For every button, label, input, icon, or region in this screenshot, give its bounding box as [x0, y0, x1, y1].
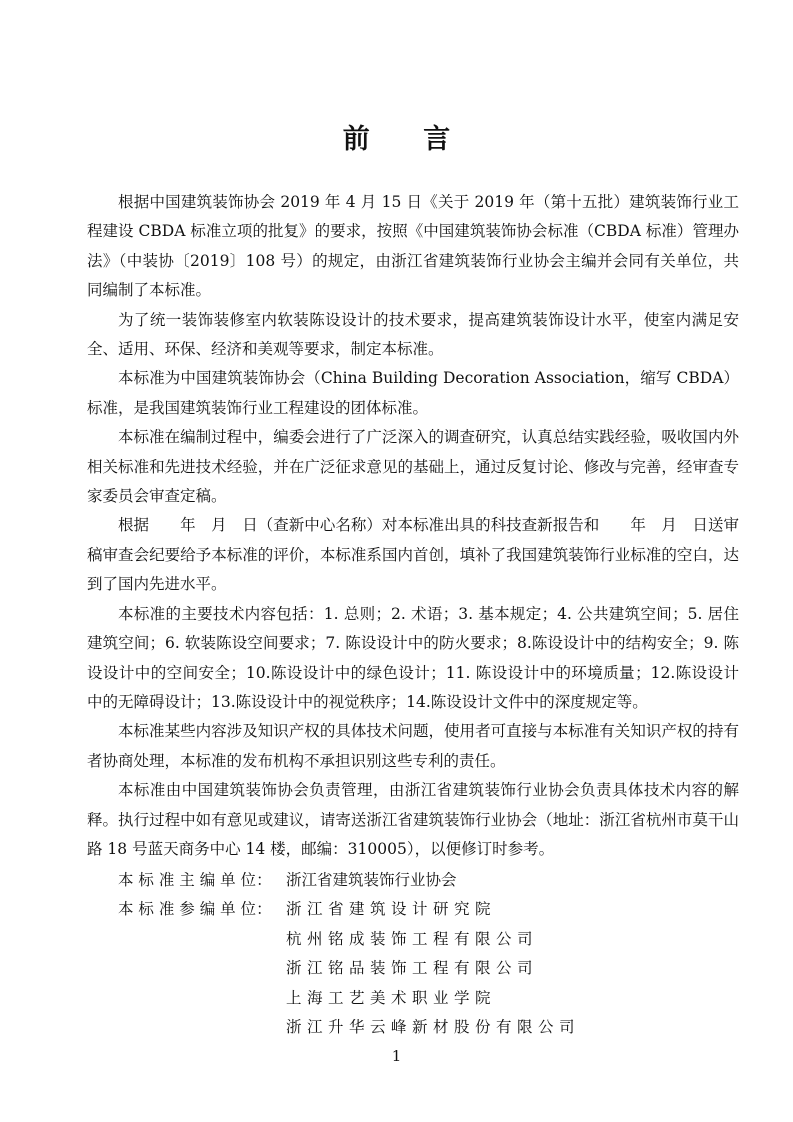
page-title: 前 言	[342, 124, 473, 155]
paragraph-patent-notice: 本标准某些内容涉及知识产权的具体技术问题，使用者可直接与本标准有关知识产权的持有者协商处理，本标准的发布机构不承担识别这些专利的责任。	[87, 722, 739, 770]
participating-unit-row	[118, 895, 738, 924]
participating-unit: 上海工艺美术职业学院	[286, 988, 497, 1007]
paragraph-evaluation: 根据 年 月 日（查新中心名称）对本标准出具的科技查新报告和 年 月 日送审稿审查会纪要给予本标准的评价，本标准系国内首创，填补了我国建筑装饰行业标准的空白，达到了国内先进水平。	[87, 516, 739, 594]
participating-unit: 浙江省建筑设计研究院	[286, 900, 497, 919]
participating-unit-row	[118, 1013, 738, 1042]
paragraph-purpose: 为了统一装饰装修室内软装陈设设计的技术要求，提高建筑装饰设计水平，使室内满足安全、适用、环保、经济和美观等要求，制定本标准。	[87, 310, 739, 359]
participating-label: 本 标 准 参 编 单 位：	[118, 900, 272, 919]
chief-editor-name: 浙江省建筑装饰行业协会	[286, 871, 457, 889]
paragraph-project-basis: 根据中国建筑装饰协会 2019 年 4 月 15 日《关于 2019 年（第十五批）建筑装饰行业工程建设 CBDA 标准立项的批复》的要求，按照《中国建筑装饰协会标准（CBDA 标准）管理办法》（中装协〔2019〕108 号）的规定，由浙江省建筑装饰行业协会主编并会同有关单位，共同编制了本标准。	[87, 193, 739, 300]
paragraph-main-contents: 本标准的主要技术内容包括：1. 总则；2. 术语；3. 基本规定；4. 公共建筑空间；5. 居住建筑空间；6. 软装陈设空间要求；7. 陈设设计中的防火要求；8.陈设设计中的结构安全；9. 陈设设计中的空间安全；10.陈设设计中的绿色设计；11. 陈设设计中的环境质量；12.陈设设计中的无障碍设计；13.陈设设计中的视觉秩序；14.陈设设计文件中的深度规定等。	[87, 604, 739, 711]
participating-unit-row	[118, 984, 738, 1013]
chief-editor-row	[118, 866, 738, 895]
participating-unit: 杭州铭成装饰工程有限公司	[286, 929, 539, 948]
participating-unit-row	[118, 925, 738, 954]
editing-units	[118, 866, 738, 1042]
participating-unit-row	[118, 954, 738, 983]
participating-unit: 浙江升华云峰新材股份有限公司	[286, 1017, 581, 1036]
preface-body	[87, 188, 739, 864]
paragraph-standard-type: 本标准为中国建筑装饰协会（China Building Decoration Association，缩写 CBDA）标准，是我国建筑装饰行业工程建设的团体标准。	[87, 369, 739, 417]
chief-editor-label: 本 标 准 主 编 单 位：	[118, 871, 272, 889]
participating-unit: 浙江铭品装饰工程有限公司	[286, 959, 539, 978]
paragraph-compilation-process: 本标准在编制过程中，编委会进行了广泛深入的调查研究，认真总结实践经验，吸收国内外相关标准和先进技术经验，并在广泛征求意见的基础上，通过反复讨论、修改与完善，经审查专家委员会审查定稿。	[87, 428, 739, 506]
page-number: 1	[391, 1047, 402, 1065]
paragraph-management: 本标准由中国建筑装饰协会负责管理，由浙江省建筑装饰行业协会负责具体技术内容的解释。执行过程中如有意见或建议，请寄送浙江省建筑装饰行业协会（地址：浙江省杭州市莫干山路 18 号蓝天商务中心 14 楼，邮编：310005），以便修订时参考。	[87, 781, 739, 858]
